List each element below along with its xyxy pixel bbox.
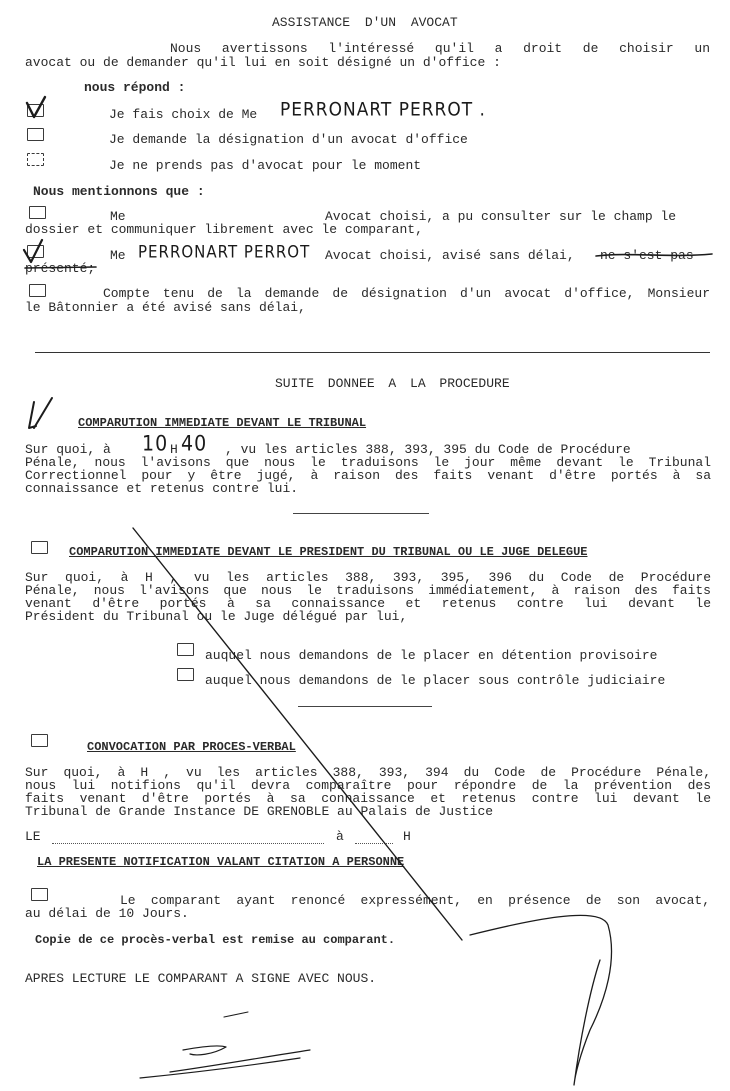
mention-1-me: Me [110,209,126,224]
signature-icon [470,915,612,1085]
handwritten-lawyer-name-2: PERRONART PERROT [138,242,311,262]
waiver-line-2: au délai de 10 Jours. [25,906,189,921]
intro-line-2: avocat ou de demander qu'il lui en soit désigné un d'office : [25,55,501,70]
mention-2-struck-a: ne s'est pas [600,248,694,263]
s3-hour-field[interactable] [355,843,393,844]
check-mark-icon [29,398,52,428]
s2-line-2: Pénale, nous l'avisons que nous le traduisons immédiatement, à raison des faits [25,583,711,598]
checkbox-waiver[interactable] [31,888,48,901]
s3-h-label: H [403,829,411,844]
s3-le-label: LE [25,829,41,844]
s2-line-3: venant d'être portés à sa connaissance et retenus contre lui devant le [25,596,711,611]
signature-icon [140,1046,310,1078]
mention-1-text: Avocat choisi, a pu consulter sur le champ le [325,209,677,224]
intro-line-1: Nous avertissons l'intéressé qu'il a droit de choisir un [170,41,710,56]
mention-2-me: Me [110,248,126,263]
s2-option-detention: auquel nous demandons de le placer en détention provisoire [205,648,658,663]
s1-heading: COMPARUTION IMMEDIATE DEVANT LE TRIBUNAL [78,416,367,430]
option-appointed-lawyer: Je demande la désignation d'un avocat d'office [109,132,468,147]
handwritten-lawyer-name: PERRONART PERROT . [280,99,486,121]
s1-minute: 40 [181,431,208,457]
reply-label: nous répond : [84,80,186,95]
signature-mark [224,1012,248,1017]
checkbox-president[interactable] [31,541,48,554]
s2-rule [298,706,432,707]
mention-2-text: Avocat choisi, avisé sans délai, [325,248,575,263]
checkbox-batonnier[interactable] [29,284,46,297]
option-no-lawyer: Je ne prends pas d'avocat pour le moment [109,158,422,173]
mention-label: Nous mentionnons que : [33,184,205,199]
section-divider [35,352,710,353]
page-title: ASSISTANCE D'UN AVOCAT [272,15,458,30]
waiver-line-1: Le comparant ayant renoncé expressément, en présence de son avocat, [120,893,710,908]
s2-option-control: auquel nous demandons de le placer sous contrôle judiciaire [205,673,666,688]
s2-line-1: Sur quoi, à H , vu les articles 388, 393, 395, 396 du Code de Procédure [25,570,711,585]
s1-line-4: connaissance et retenus contre lui. [25,481,299,496]
mention-3-line-2: le Bâtonnier a été avisé sans délai, [25,300,306,315]
s1-lead: Sur quoi, à [25,442,111,457]
s1-rule [293,513,429,514]
copy-statement: Copie de ce procès-verbal est remise au comparant. [35,933,396,947]
checkbox-judicial-control[interactable] [177,668,194,681]
checkbox-notified[interactable] [27,245,44,258]
procedure-title: SUITE DONNEE A LA PROCEDURE [275,376,510,391]
mention-2-struck-b: présenté; [25,261,96,276]
checkbox-no-lawyer[interactable] [27,153,44,166]
mention-1-line-2: dossier et communiquer librement avec le comparant, [25,222,423,237]
checkbox-choose-lawyer[interactable] [27,104,44,117]
s2-line-4: Président du Tribunal ou le Juge délégué par lui, [25,609,408,624]
s3-line-3: faits venant d'être portés à sa connaissance et retenus contre lui devant le [25,791,711,806]
citation-heading: LA PRESENTE NOTIFICATION VALANT CITATION A PERSONNE [37,855,405,869]
checkbox-consulted[interactable] [29,206,46,219]
s3-line-2: nous lui notifions qu'il devra comparaître pour répondre de la prévention des [25,778,711,793]
s3-a-label: à [336,829,344,844]
option-choose-lawyer: Je fais choix de Me [109,107,258,122]
s1-line-2: Pénale, nous l'avisons que nous le traduisons le jour même devant le Tribunal [25,455,711,470]
s2-heading: COMPARUTION IMMEDIATE DEVANT LE PRESIDENT DU TRIBUNAL OU LE JUGE DELEGUE [69,545,588,559]
s1-h: H [170,442,178,457]
signed-statement: APRES LECTURE LE COMPARANT A SIGNE AVEC NOUS. [25,971,377,986]
s1-hour: 10 [142,431,169,457]
checkbox-appointed-lawyer[interactable] [27,128,44,141]
s3-line-1: Sur quoi, à H , vu les articles 388, 393, 394 du Code de Procédure Pénale, [25,765,711,780]
s3-line-4: Tribunal de Grande Instance DE GRENOBLE au Palais de Justice [25,804,494,819]
s1-line-3: Correctionnel pour y être jugé, à raison des faits venant d'être portés à sa [25,468,711,483]
mention-3-line-1: Compte tenu de la demande de désignation d'un avocat d'office, Monsieur [103,286,710,301]
checkbox-convocation[interactable] [31,734,48,747]
s1-line-1-rest: , vu les articles 388, 393, 395 du Code de Procédure [225,442,631,457]
s3-date-field[interactable] [52,843,324,844]
s3-heading: CONVOCATION PAR PROCES-VERBAL [87,740,296,754]
checkbox-detention[interactable] [177,643,194,656]
